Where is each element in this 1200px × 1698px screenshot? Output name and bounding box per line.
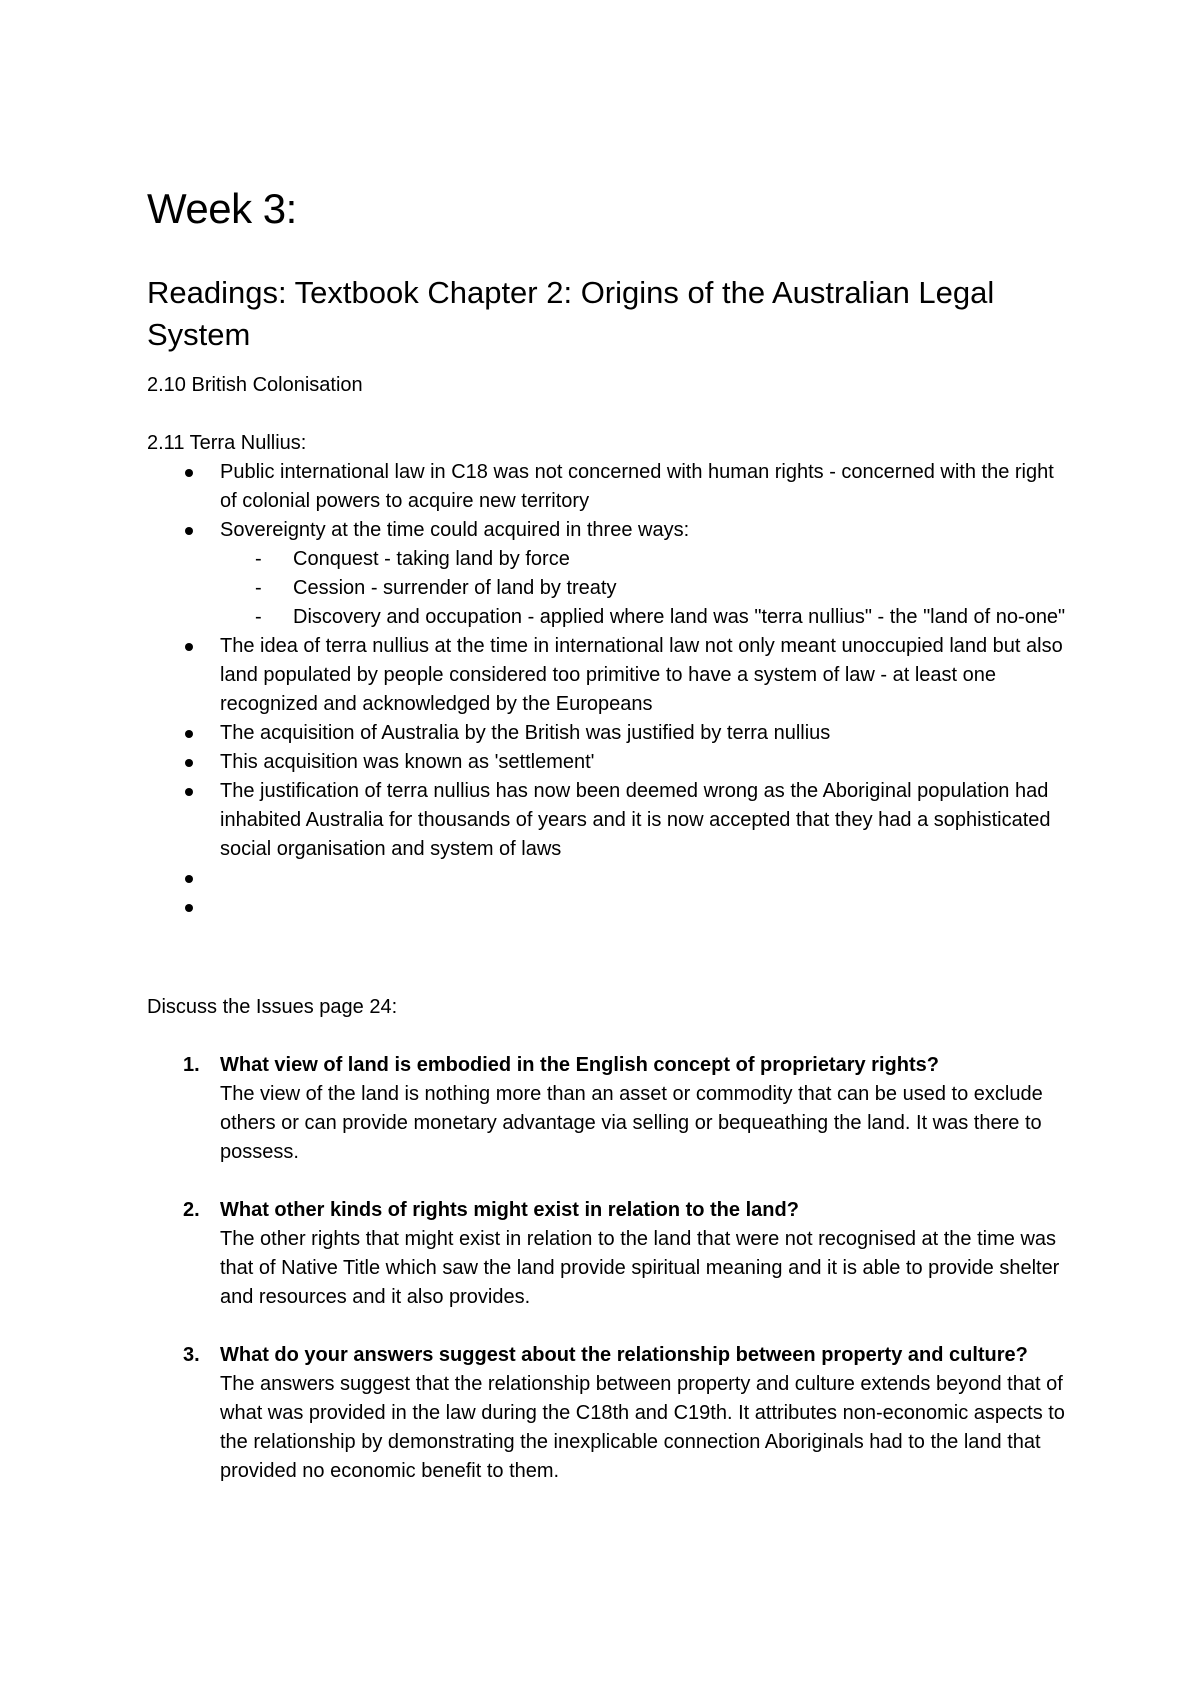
answer-text: The view of the land is nothing more than an asset or commodity that can be used to exclude others or can provide monetary advantage via selling or bequeathing the land. It was there to possess. [220, 1083, 1043, 1163]
question-number: 2. [183, 1199, 200, 1221]
bullet-icon [185, 469, 193, 477]
sovereignty-sub-list [220, 545, 1067, 632]
list-item [147, 516, 1067, 632]
sub-list-item [147, 574, 1067, 603]
questions-list [147, 1051, 1067, 1515]
bullet-icon [185, 527, 193, 535]
terra-nullius-bullet-list [147, 458, 1067, 922]
question-text: What other kinds of rights might exist in relation to the land? [220, 1199, 799, 1221]
bullet-text: Public international law in C18 was not concerned with human rights - concerned with the right of colonial powers to acquire new territory [220, 461, 1054, 512]
bullet-text: The justification of terra nullius has now been deemed wrong as the Aboriginal population had inhabited Australia for thousands of years and it is now accepted that they had a sophisticated social organisation and system of laws [220, 780, 1051, 860]
dash-icon: - [255, 548, 262, 570]
question-item [147, 1051, 1067, 1167]
bullet-icon [185, 904, 193, 912]
list-item [147, 719, 1067, 748]
bullet-text: Sovereignty at the time could acquired in three ways: [220, 519, 690, 541]
answer-text: The other rights that might exist in relation to the land that were not recognised at the time was that of Native Title which saw the land provide spiritual meaning and it is able to provide shelter and resources and it also provides. [220, 1228, 1060, 1308]
sub-list-item [147, 545, 1067, 574]
sub-list-item [147, 603, 1067, 632]
bullet-icon [185, 875, 193, 883]
question-number: 3. [183, 1344, 200, 1366]
list-item [147, 748, 1067, 777]
list-item [147, 458, 1067, 516]
page-title: Week 3: [147, 185, 297, 232]
readings-heading: Readings: Textbook Chapter 2: Origins of the Australian Legal System [147, 275, 995, 352]
bullet-icon [185, 759, 193, 767]
question-item [147, 1196, 1067, 1312]
bullet-icon [185, 643, 193, 651]
dash-icon: - [255, 577, 262, 599]
section-2-11-heading: 2.11 Terra Nullius: [147, 432, 307, 454]
question-text: What view of land is embodied in the English concept of proprietary rights? [220, 1054, 939, 1076]
sub-bullet-text: Conquest - taking land by force [293, 548, 570, 570]
sub-bullet-text: Cession - surrender of land by treaty [293, 577, 617, 599]
list-item [147, 777, 1067, 864]
section-2-10-heading: 2.10 British Colonisation [147, 374, 363, 396]
bullet-icon [185, 788, 193, 796]
question-item [147, 1341, 1067, 1486]
list-item-empty [147, 893, 1067, 922]
dash-icon: - [255, 606, 262, 628]
sub-bullet-text: Discovery and occupation - applied where land was "terra nullius" - the "land of no-one" [293, 606, 1066, 628]
bullet-icon [185, 730, 193, 738]
bullet-text: The idea of terra nullius at the time in international law not only meant unoccupied land but also land populated by people considered too primitive to have a system of law - at least one recognized and acknowledged by the Europeans [220, 635, 1063, 715]
list-item [147, 632, 1067, 719]
question-number: 1. [183, 1054, 200, 1076]
bullet-text: This acquisition was known as 'settlement' [220, 751, 595, 773]
list-item-empty [147, 864, 1067, 893]
bullet-text: The acquisition of Australia by the British was justified by terra nullius [220, 722, 831, 744]
answer-text: The answers suggest that the relationship between property and culture extends beyond that of what was provided in the law during the C18th and C19th. It attributes non-economic aspects to the relationship by demonstrating the inexplicable connection Aboriginals had to the land that provided no economic benefit to them. [220, 1373, 1065, 1482]
question-text: What do your answers suggest about the relationship between property and culture? [220, 1344, 1028, 1366]
discuss-issues-heading: Discuss the Issues page 24: [147, 996, 398, 1018]
